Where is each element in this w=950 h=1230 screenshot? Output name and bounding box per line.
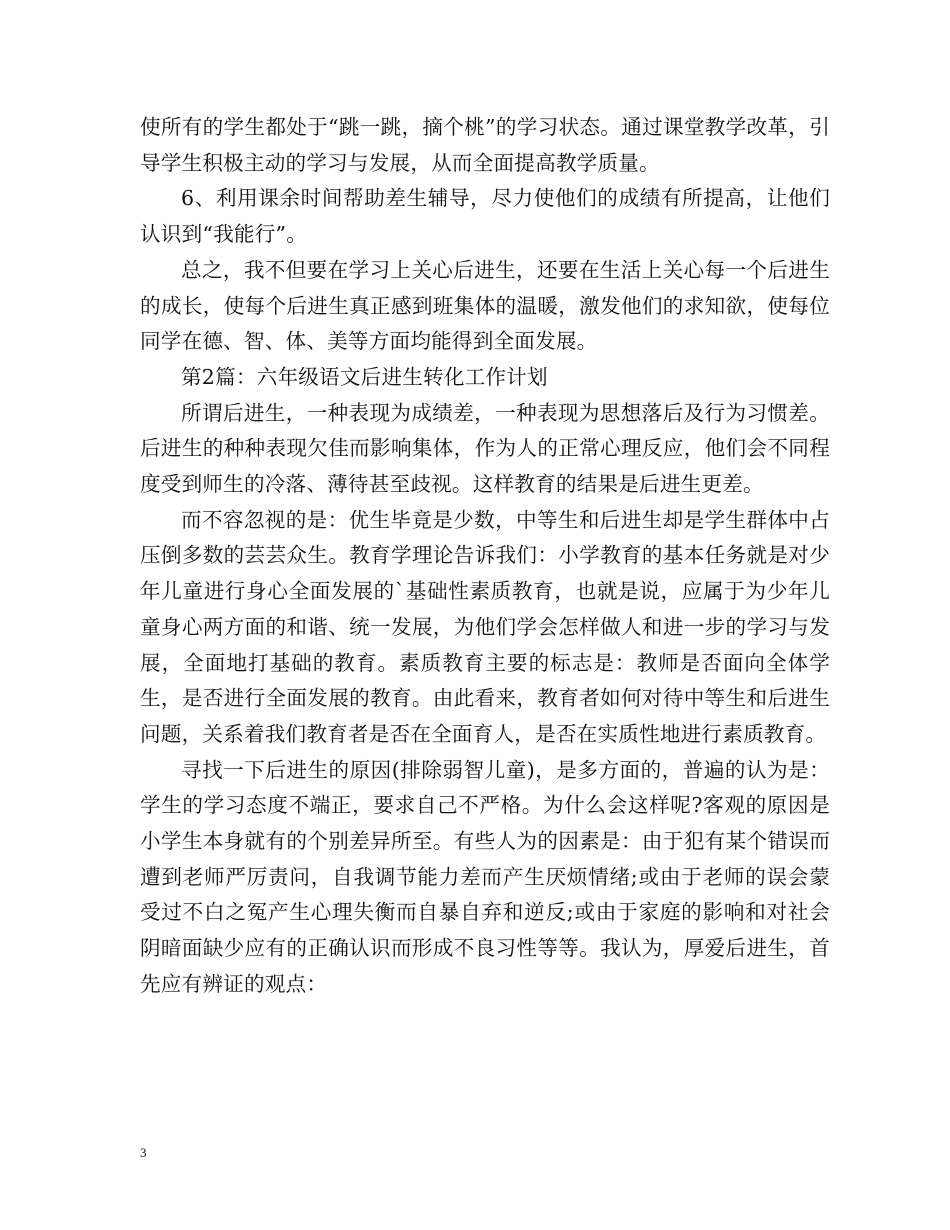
paragraph-5: 所谓后进生，一种表现为成绩差，一种表现为思想落后及行为习惯差。后进生的种种表现欠佳而影响集体，作为人的正常心理反应，他们会不同程度受到师生的冷落、薄待甚至歧视。这样教育的结果是后进生更差。 bbox=[140, 400, 830, 497]
section-heading: 第2篇：六年级语文后进生转化工作计划 bbox=[181, 364, 548, 389]
paragraph-6: 而不容忽视的是：优生毕竟是少数，中等生和后进生却是学生群体中占压倒多数的芸芸众生。教育学理论告诉我们：小学教育的基本任务就是对少年儿童进行身心全面发展的`基础性素质教育，也就是说，应属于为少年儿童身心两方面的和谐、统一发展，为他们学会怎样做人和进一步的学习与发展，全面地打基础的教育。素质教育主要的标志是：教师是否面向全体学生，是否进行全面发展的教育。由此看来，教育者如何对待中等生和后进生问题，关系着我们教育者是否在全面育人，是否在实质性地进行素质教育。 bbox=[140, 507, 830, 746]
paragraph-1: 使所有的学生都处于“跳一跳，摘个桃”的学习状态。通过课堂教学改革，引导学生积极主动的学习与发展，从而全面提高教学质量。 bbox=[140, 115, 830, 175]
paragraph-7: 寻找一下后进生的原因(排除弱智儿童)，是多方面的，普遍的认为是：学生的学习态度不端正，要求自己不严格。为什么会这样呢?客观的原因是小学生本身就有的个别差异所至。有些人为的因素是：由于犯有某个错误而遭到老师严厉责问，自我调节能力差而产生厌烦情绪;或由于老师的误会蒙受过不白之冤产生心理失衡而自暴自弃和逆反;或由于家庭的影响和对社会阴暗面缺少应有的正确认识而形成不良习性等等。我认为，厚爱后进生，首先应有辨证的观点： bbox=[140, 757, 830, 996]
paragraph-2: 6、利用课余时间帮助差生辅导，尽力使他们的成绩有所提高，让他们认识到“我能行”。 bbox=[140, 186, 830, 247]
page-number: 3 bbox=[140, 1145, 147, 1160]
paragraph-3: 总之，我不但要在学习上关心后进生，还要在生活上关心每一个后进生的成长，使每个后进生真正感到班集体的温暖，激发他们的求知欲，使每位同学在德、智、体、美等方面均能得到全面发展。 bbox=[140, 257, 830, 354]
document-body bbox=[140, 110, 830, 1003]
